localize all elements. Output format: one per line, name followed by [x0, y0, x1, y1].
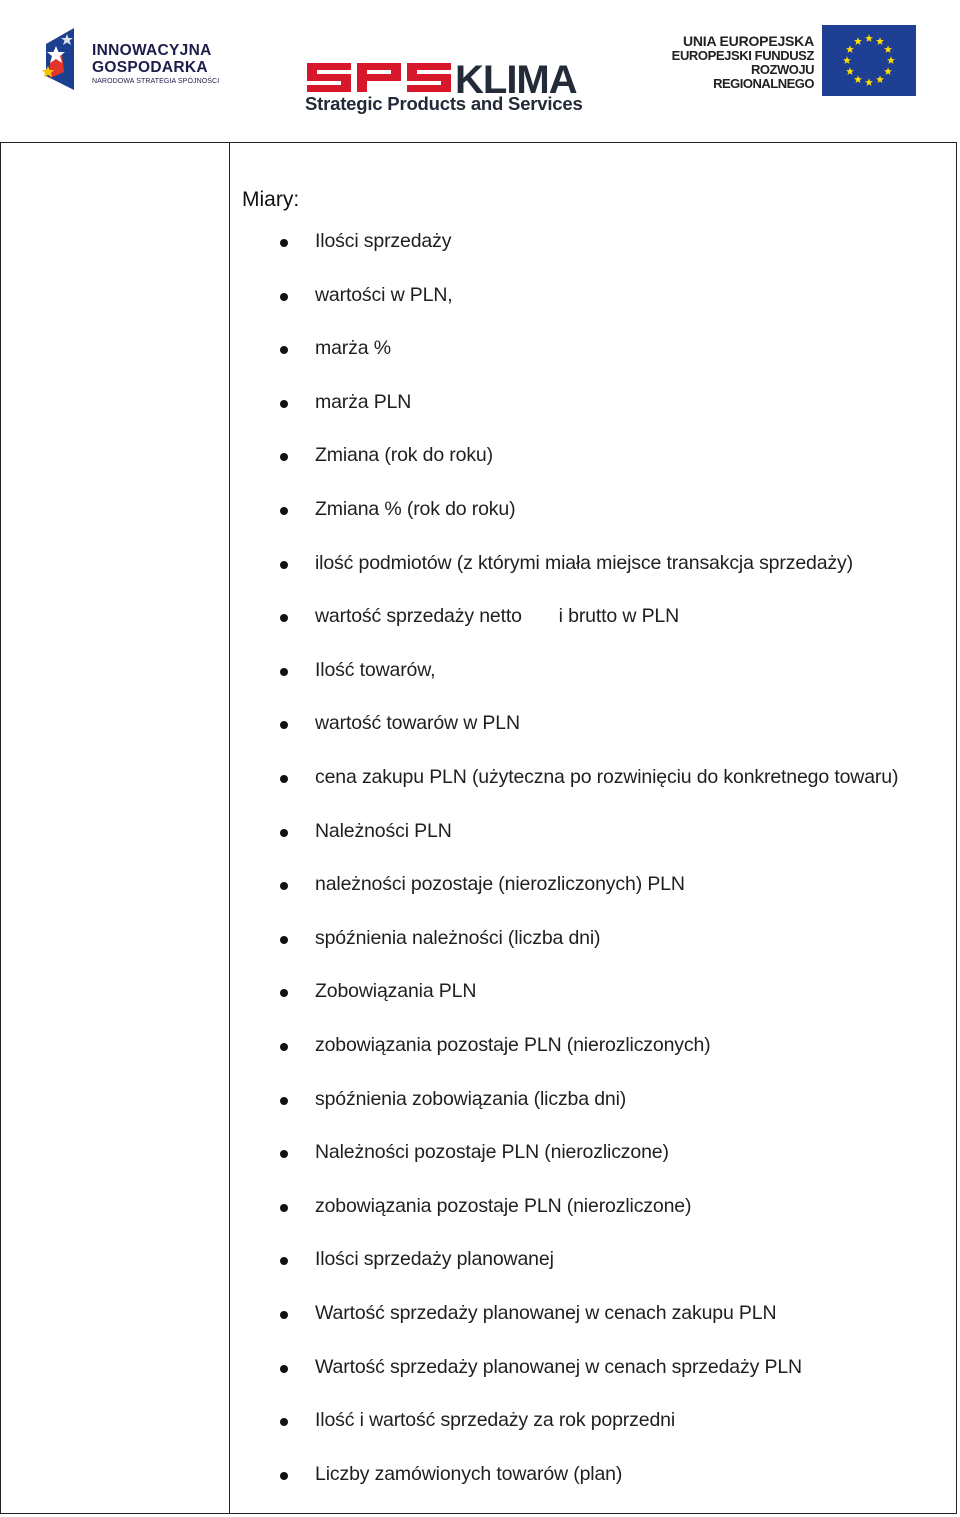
- list-item-label: cena zakupu PLN (użyteczna po rozwinięciu do konkretnego towaru): [315, 766, 899, 788]
- list-item-label: marża %: [315, 337, 391, 360]
- list-item-label: ilość podmiotów (z którymi miała miejsce transakcja sprzedaży): [315, 551, 853, 574]
- list-item: [0, 925, 940, 955]
- list-item-label: Zobowiązania PLN: [315, 980, 477, 1003]
- list-item-label: Zmiana (rok do roku): [315, 444, 493, 467]
- bullet-icon: [280, 1257, 288, 1265]
- logo-left-line1: INNOWACYJNA: [92, 42, 212, 59]
- list-item: [0, 1032, 940, 1062]
- bullet-icon: [280, 346, 288, 354]
- bullet-icon: [280, 936, 288, 944]
- list-item: [0, 389, 940, 419]
- bullet-icon: [280, 561, 288, 569]
- list-item: [0, 335, 940, 365]
- list-item: [0, 1407, 940, 1437]
- list-item: [0, 282, 940, 312]
- list-item: [0, 871, 940, 901]
- innowacyjna-gospodarka-logo: [40, 26, 240, 92]
- logo-center-tagline: Strategic Products and Services: [305, 93, 583, 114]
- bullet-icon: [280, 1472, 288, 1480]
- list-item: [0, 1461, 940, 1491]
- logo-center-brand-b: KLIMA: [455, 58, 577, 102]
- list-item: [0, 978, 940, 1008]
- list-item: [0, 1086, 940, 1116]
- logo-left-line2: GOSPODARKA: [92, 58, 208, 76]
- list-item-label: Wartość sprzedaży planowanej w cenach sprzedaży PLN: [315, 1355, 802, 1378]
- innowacyjna-gospodarka-wordmark: [92, 43, 219, 85]
- list-item-label: wartość sprzedaży netto i brutto w PLN: [315, 605, 680, 628]
- list-item-label: Ilości sprzedaży planowanej: [315, 1248, 554, 1271]
- logo-right-line3: ROZWOJU REGIONALNEGO: [713, 62, 814, 92]
- bullet-icon: [280, 453, 288, 461]
- list-item-label: Zmiana % (rok do roku): [315, 498, 516, 520]
- bullet-icon: [280, 829, 288, 837]
- list-item-label: Należności PLN: [315, 819, 452, 842]
- bullet-icon: [280, 614, 288, 622]
- list-item: [0, 710, 940, 740]
- list-item-label: Wartość sprzedaży planowanej w cenach zakupu PLN: [315, 1302, 777, 1324]
- bullet-icon: [280, 1311, 288, 1319]
- list-item: [0, 442, 940, 472]
- list-item: [0, 818, 940, 848]
- logo-right-line2: EUROPEJSKI FUNDUSZ: [671, 48, 814, 64]
- list-item-label: wartość towarów w PLN: [315, 712, 520, 735]
- bullet-icon: [280, 721, 288, 729]
- list-item: [0, 1246, 940, 1276]
- list-item-label: zobowiązania pozostaje PLN (nierozliczone): [315, 1194, 692, 1217]
- list-item: [0, 603, 940, 633]
- bullet-icon: [280, 1418, 288, 1426]
- bullet-icon: [280, 1150, 288, 1158]
- list-item: [0, 228, 940, 258]
- bullet-icon: [280, 989, 288, 997]
- bullet-icon: [280, 1204, 288, 1212]
- list-item-label: spóźnienia należności (liczba dni): [315, 926, 601, 949]
- list-item-label: Ilość i wartość sprzedaży za rok poprzedni: [315, 1409, 676, 1432]
- section-title: Miary:: [242, 188, 300, 211]
- bullet-icon: [280, 1365, 288, 1373]
- logo-left-line3: NARODOWA STRATEGIA SPÓJNOŚCI: [92, 78, 220, 85]
- bullet-icon: [280, 668, 288, 676]
- bullet-icon: [280, 293, 288, 301]
- innowacyjna-gospodarka-emblem-icon: [40, 26, 90, 92]
- list-item: [0, 1354, 940, 1384]
- list-item: [0, 496, 940, 526]
- bullet-icon: [280, 239, 288, 247]
- list-item: [0, 764, 940, 794]
- eu-fund-wordmark: [650, 34, 814, 91]
- bullet-icon: [280, 1043, 288, 1051]
- bullet-icon: [280, 882, 288, 890]
- list-item-label: Ilość towarów,: [315, 658, 436, 681]
- list-item-label: Liczby zamówionych towarów (plan): [315, 1462, 623, 1485]
- list-item: [0, 657, 940, 687]
- logo-right-line1: UNIA EUROPEJSKA: [682, 33, 814, 49]
- eu-flag-icon: [822, 25, 916, 96]
- list-item-label: należności pozostaje (nierozliczonych) PLN: [315, 873, 685, 896]
- list-item: [0, 550, 940, 580]
- page-header: [0, 0, 960, 140]
- list-item-label: wartości w PLN,: [315, 283, 453, 306]
- list-item: [0, 1300, 940, 1330]
- list-item-label: zobowiązania pozostaje PLN (nierozliczonych): [315, 1034, 711, 1056]
- list-item-label: marża PLN: [315, 390, 412, 413]
- bullet-icon: [280, 775, 288, 783]
- bullet-icon: [280, 1097, 288, 1105]
- list-item-label: Należności pozostaje PLN (nierozliczone): [315, 1141, 669, 1164]
- bullet-icon: [280, 400, 288, 408]
- list-item: [0, 1193, 940, 1223]
- list-item-label: Ilości sprzedaży: [315, 230, 452, 252]
- list-item: [0, 1139, 940, 1169]
- list-item-label: spóźnienia zobowiązania (liczba dni): [315, 1087, 627, 1110]
- bullet-icon: [280, 507, 288, 515]
